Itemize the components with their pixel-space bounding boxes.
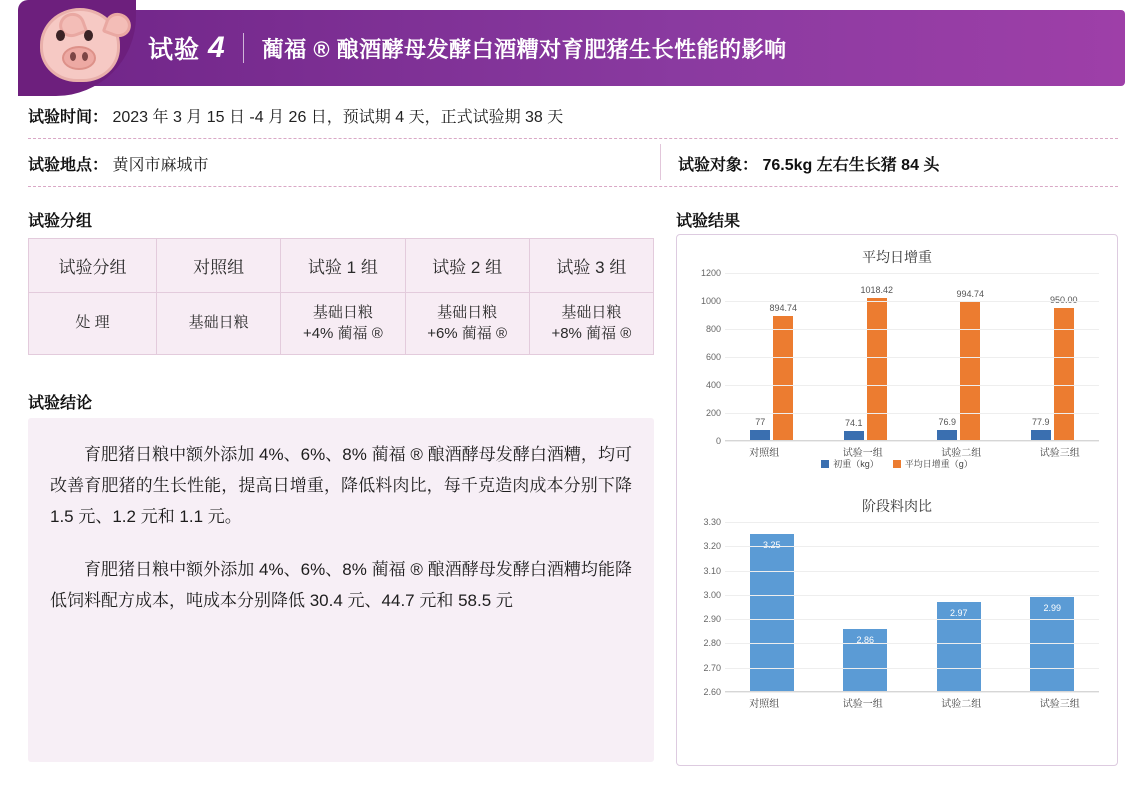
experiment-place-label: 试验地点： (28, 157, 109, 174)
table-cell-treatment-label: 处 理 (29, 293, 157, 355)
experiment-word: 试验 (148, 36, 201, 64)
table-cell-line1: 基础日粮 (312, 304, 373, 322)
chart-x-tick-label: 试验三组 (1039, 448, 1080, 459)
results-charts-panel (676, 234, 1118, 766)
table-cell-line1: 基础日粮 (437, 304, 498, 322)
chart-bar-value: 74.1 (844, 417, 863, 428)
chart-plot-area (687, 268, 1107, 446)
divider-1 (28, 138, 1118, 139)
chart-legend-swatch (893, 460, 901, 468)
chart-bar-value: 2.86 (856, 634, 874, 645)
chart-y-tick-label: 3.10 (703, 565, 721, 576)
chart-gridline (725, 329, 1099, 330)
chart-y-tick-label: 2.80 (703, 638, 721, 649)
table-header-cell: 试验分组 (29, 239, 157, 293)
chart-bar-value: 2.99 (1043, 603, 1061, 614)
chart-gridline (725, 619, 1099, 620)
chart-feed-to-gain-ratio (677, 484, 1117, 710)
chart-gridline (725, 643, 1099, 644)
experiment-time-row (28, 104, 1118, 127)
chart-x-tick-label: 试验三组 (1039, 699, 1080, 710)
chart-y-tick-label: 400 (705, 380, 721, 390)
pig-mascot-icon (18, 0, 136, 96)
chart-bar-value: 77 (755, 417, 766, 428)
experiment-subject-label: 试验对象： (678, 157, 759, 174)
chart-y-tick-label: 3.30 (703, 517, 721, 527)
chart-bar (937, 602, 981, 692)
chart-x-axis (715, 695, 1109, 710)
vertical-divider (660, 144, 661, 180)
chart-gridline (725, 441, 1099, 442)
experiment-subject-group (678, 152, 939, 175)
chart-gridline (725, 546, 1099, 547)
divider-2 (28, 186, 1118, 187)
table-cell: 基础日粮 (157, 293, 281, 355)
chart-title: 平均日增重 (862, 249, 932, 265)
chart-bar-group (1011, 522, 1093, 692)
chart-bar (769, 302, 797, 441)
experiment-place-group (28, 152, 208, 175)
chart-bar-value: 950.00 (1049, 295, 1078, 305)
chart-bar (843, 629, 887, 692)
table-cell (529, 293, 653, 355)
chart-bar-group (824, 522, 906, 692)
experiment-place-value: 黄冈市麻城市 (112, 157, 209, 174)
experiment-time-label: 试验时间： (28, 109, 109, 126)
chart-y-tick-label: 1000 (700, 296, 721, 306)
section-heading-result: 试验结果 (676, 213, 741, 230)
chart-gridline (725, 668, 1099, 669)
chart-y-tick-label: 2.90 (703, 614, 721, 625)
chart-title: 阶段料肉比 (862, 498, 932, 514)
chart-y-tick-label: 0 (715, 436, 721, 446)
chart-y-tick-label: 3.00 (703, 589, 721, 600)
chart-y-tick-label: 2.70 (703, 662, 721, 673)
experiment-subject-value: 76.5kg 左右生长猪 84 头 (762, 157, 940, 174)
conclusion-box (28, 418, 654, 762)
chart-y-tick-label: 600 (705, 352, 721, 362)
grouping-table (28, 238, 654, 355)
conclusion-paragraph-1: 育肥猪日粮中额外添加 4%、6%、8% 蔺福 ® 酿酒酵母发酵白酒糟，均可改善育肥猪的生长性能，提高日增重，降低料肉比，每千克造肉成本分别下降 1.5 元、1.2 元和 1.1 元。 (50, 445, 632, 526)
chart-plot-area (687, 517, 1107, 697)
chart-y-tick-label: 200 (705, 408, 721, 418)
chart-gridline (725, 357, 1099, 358)
chart-bar-value: 3.25 (762, 540, 781, 551)
table-header-cell: 试验 2 组 (405, 239, 529, 293)
chart-gridline (725, 692, 1099, 693)
table-row (29, 293, 654, 355)
chart-gridline (725, 273, 1099, 274)
experiment-number: 4 (208, 31, 225, 64)
chart-y-tick-label: 800 (705, 324, 721, 334)
table-header-cell: 对照组 (157, 239, 281, 293)
table-header-row (29, 239, 654, 293)
chart-x-axis (715, 444, 1109, 459)
page-title: 蔺福 ® 酿酒酵母发酵白酒糟对育肥猪生长性能的影响 (261, 36, 787, 62)
table-cell-line1: 基础日粮 (561, 304, 622, 322)
chart-gridline (725, 571, 1099, 572)
chart-x-tick-label: 试验二组 (941, 448, 982, 459)
chart-legend-label: 初重（kg） (833, 459, 879, 469)
chart-bar (860, 285, 894, 441)
chart-bar (956, 288, 984, 441)
chart-gridline (725, 595, 1099, 596)
table-cell (405, 293, 529, 355)
title-divider (243, 33, 244, 63)
conclusion-paragraph-2: 育肥猪日粮中额外添加 4%、6%、8% 蔺福 ® 酿酒酵母发酵白酒糟均能降低饲料配方成本，吨成本分别降低 30.4 元、44.7 元和 58.5 元 (50, 559, 632, 610)
chart-bar-value: 77.9 (1031, 417, 1050, 428)
table-cell-line2: +6% 蔺福 ® (427, 324, 508, 342)
chart-gridline (725, 301, 1099, 302)
chart-y-tick-label: 1200 (700, 268, 721, 278)
chart-bar-value: 894.74 (769, 302, 797, 313)
experiment-time-value: 2023 年 3 月 15 日 -4 月 26 日，预试期 4 天，正式试验期 38 天 (112, 109, 564, 126)
table-cell-line2: +4% 蔺福 ® (302, 324, 383, 342)
chart-bar-value: 994.74 (956, 288, 984, 299)
section-heading-grouping: 试验分组 (28, 213, 93, 230)
chart-x-tick-label: 试验二组 (941, 699, 982, 710)
chart-bar-value: 2.97 (949, 608, 968, 619)
chart-legend-swatch (821, 460, 829, 468)
table-header-cell: 试验 3 组 (529, 239, 653, 293)
table-header-cell: 试验 1 组 (281, 239, 405, 293)
chart-bar (1049, 295, 1078, 441)
chart-bar-group (731, 522, 813, 692)
chart-legend-label: 平均日增重（g） (904, 459, 973, 469)
chart-bar-value: 76.9 (938, 417, 956, 428)
table-cell (281, 293, 405, 355)
page-header (18, 10, 1125, 86)
chart-gridline (725, 385, 1099, 386)
chart-x-tick-label: 试验一组 (842, 448, 883, 459)
chart-bar-group (918, 522, 1000, 692)
chart-average-daily-gain (677, 235, 1117, 470)
chart-y-tick-label: 2.60 (703, 687, 721, 697)
chart-gridline (725, 413, 1099, 414)
chart-y-tick-label: 3.20 (703, 541, 721, 552)
chart-x-tick-label: 对照组 (749, 699, 780, 710)
section-heading-conclusion: 试验结论 (28, 395, 93, 412)
header-title-wrap (148, 10, 787, 86)
chart-gridline (725, 522, 1099, 523)
chart-x-tick-label: 试验一组 (842, 699, 883, 710)
chart-x-tick-label: 对照组 (749, 448, 780, 459)
chart-bar (1030, 597, 1074, 692)
table-cell-line2: +8% 蔺福 ® (551, 324, 632, 342)
chart-bar-value: 1018.42 (860, 285, 894, 296)
